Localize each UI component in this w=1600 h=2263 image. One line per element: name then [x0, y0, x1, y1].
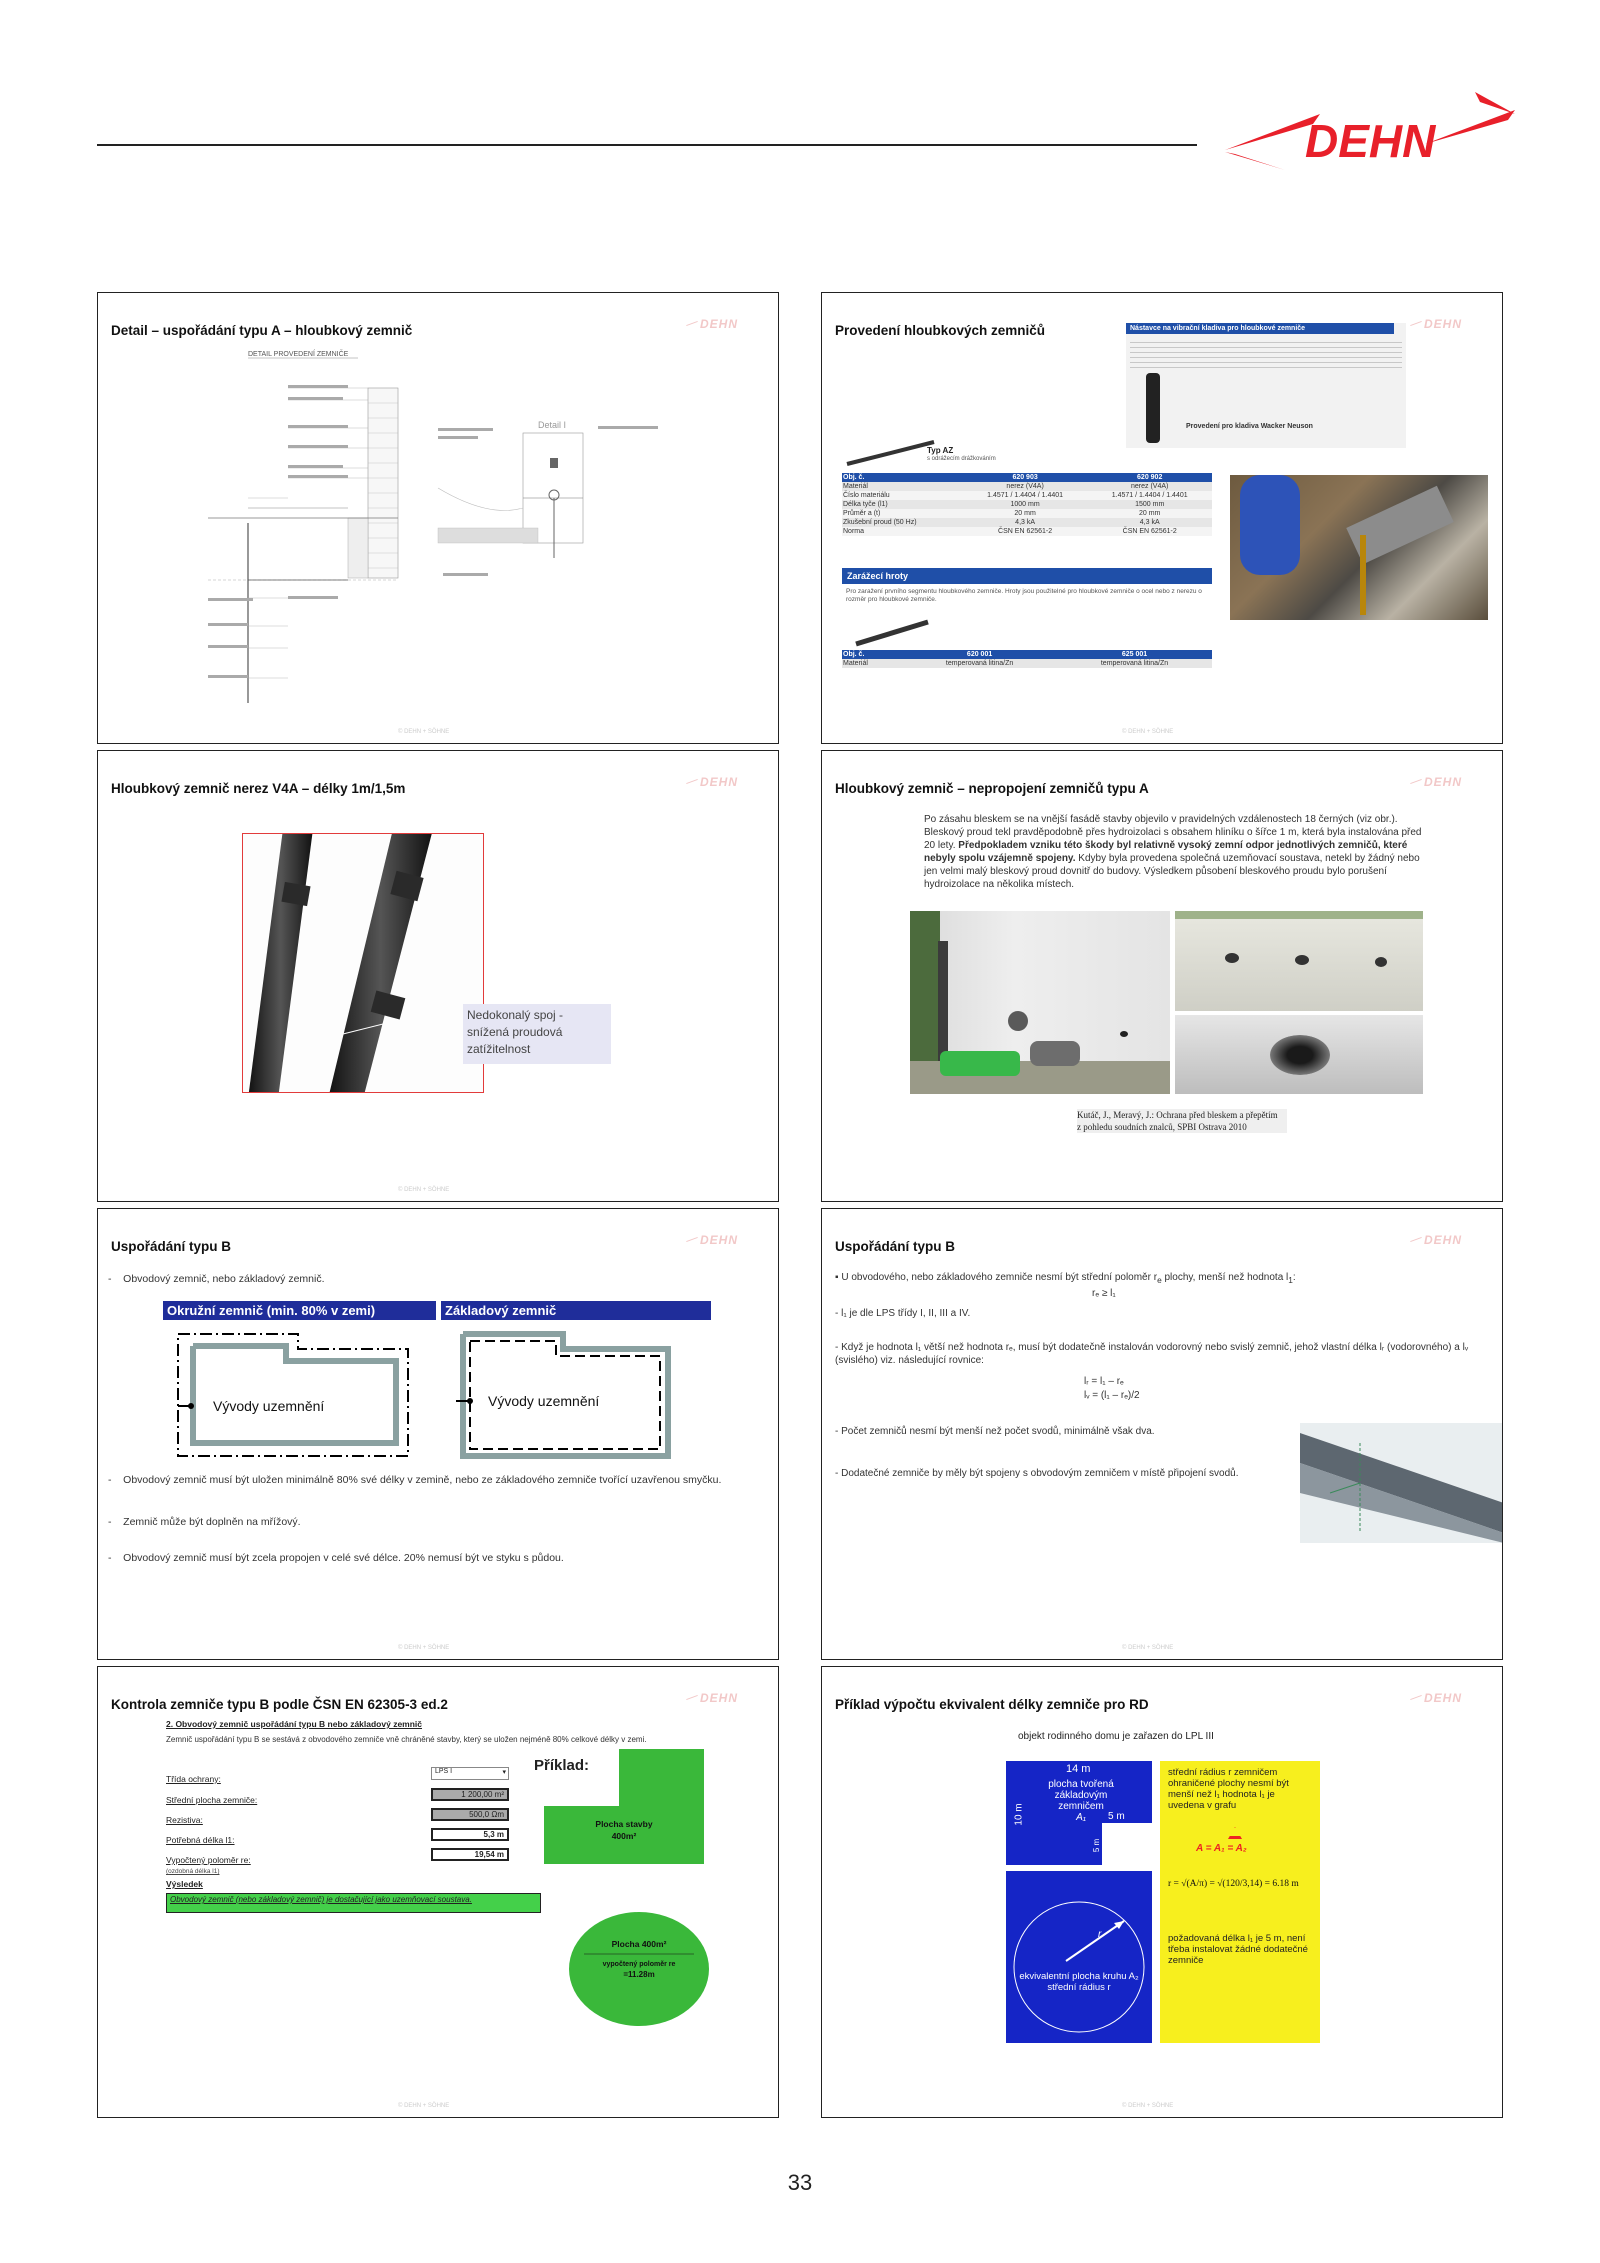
warning-icon — [1228, 1827, 1242, 1839]
result-label: Výsledek — [166, 1879, 203, 1889]
slide-title: Uspořádání typu B — [111, 1239, 232, 1254]
table-head-cell: Obj. č. — [843, 651, 865, 658]
table-head-cell: 620 001 — [966, 651, 993, 658]
vibration-box — [1126, 323, 1406, 448]
rod-pair-image — [243, 834, 483, 1092]
watermark-logo: DEHN — [1423, 317, 1462, 331]
table-head-cell: 620 902 — [1137, 474, 1163, 481]
dim-top: 14 m — [1066, 1763, 1091, 1775]
bullet-item: - Obvodový zemnič musí být zcela propojen v celé své délce. 20% nemusí být ve styku s půdou. — [108, 1552, 564, 1564]
slide-title: Hloubkový zemnič nerez V4A – délky 1m/1,5m — [111, 781, 406, 796]
table-cell: Zkušební proud (50 Hz) — [843, 519, 917, 526]
drawing-title: DETAIL PROVEDENÍ ZEMNIČE — [248, 351, 349, 358]
3d-foundation-illustration — [1300, 1423, 1503, 1543]
form-value-field[interactable]: 19,54 m — [431, 1848, 509, 1861]
circle-sub: vypočtený poloměr re — [602, 1961, 676, 1968]
radius-formula: r = √(A/π) = √(120/3,14) = 6.18 m — [1168, 1879, 1299, 1889]
table-cell: 1.4571 / 1.4404 / 1.4401 — [1111, 492, 1188, 499]
tips-text: Pro zaražení prvního segmentu hloubkového zemniče. Hroty jsou použitelné pro hloubkové zemniče o ocel nebo z nerezu o rozměr pro hloubkové zemniče. — [846, 588, 1202, 603]
form-value-field[interactable]: 1 200,00 m² — [431, 1788, 509, 1801]
dehn-logo — [1225, 92, 1515, 172]
table-cell: nerez (V4A) — [1006, 483, 1044, 490]
slide-typ-b-text — [821, 1208, 1503, 1660]
watermark-logo: DEHN — [699, 1691, 738, 1705]
lpl-header: objekt rodinného domu je zařazen do LPL III — [1018, 1731, 1214, 1742]
paragraph-bold: Předpokladem vzniku této škody byl relativně vysoký zemní odpor jednotlivých zemničů, které nebyly spolu vzájemně spojeny. — [924, 840, 1408, 864]
paragraph-part: Kdyby byla provedena společná uzemňovací soustava, netekl by žádný nebo jen velmi malý bleskový proud dovnitř do budovy. Výsledkem působení bleskového proudu bylo porušení hydroizolace na několika místech. — [924, 853, 1420, 890]
table-cell: Číslo materiálu — [843, 492, 890, 499]
paragraph-part: Po zásahu bleskem se na vnější fasádě stavby objevilo v pravidelných vzdálenostech 18 černých (viz obr.). Bleskový proud tekl pravděpodobně přes hydroizolaci s obsahem hliníku o šířce 1 m, která byla instalována před 20 lety. — [924, 814, 1422, 851]
watermark-logo: DEHN — [1423, 1233, 1462, 1247]
slide-typ-b-diagram — [97, 1208, 779, 1660]
class-select[interactable] — [431, 1767, 509, 1780]
form-row — [166, 1810, 504, 1828]
rule-line-4: - Počet zemničů nesmí být menší než počet svodů, minimálně však dva. — [835, 1426, 1155, 1437]
circle-diagram — [1006, 1871, 1152, 2043]
rule-line-3: - Když je hodnota l₁ větší než hodnota rₑ, musí být dodatečně instalován vodorovný nebo svislý zemnič, jehož vlastní délka lᵣ (vodorovného) a lᵥ (svislého) viz. následující rovnice: — [835, 1342, 1469, 1366]
rod-label: Typ AZ — [927, 446, 954, 455]
wall-holes-photo — [1175, 911, 1423, 1011]
area-symbol: A₁ — [1076, 1812, 1086, 1823]
dim-inner-vertical: 5 m — [1092, 1838, 1102, 1853]
form-label: Střední plocha zemniče: — [166, 1795, 258, 1805]
tip-image — [852, 618, 932, 648]
table-cell: 1500 mm — [1135, 501, 1165, 508]
facade-photo — [910, 911, 1170, 1094]
watermark-logo: DEHN — [699, 317, 738, 331]
table-cell: nerez (V4A) — [1131, 483, 1169, 490]
slide-nepropojeni — [821, 750, 1503, 1202]
rule-line-2: - l₁ je dle LPS třídy I, II, III a IV. — [835, 1308, 971, 1319]
table-cell: 1000 mm — [1010, 501, 1040, 508]
form-sub: (ozdobná délka l1) — [166, 1868, 220, 1875]
bullet-item: - Zemnič může být doplněn na mřížový. — [108, 1516, 301, 1528]
copyright: © DEHN + SÖHNE — [398, 1645, 450, 1651]
caption-line: z pohledu soudních znalců, SPBI Ostrava 2010 — [1077, 1122, 1247, 1132]
circle-value: =11.28m — [623, 1970, 655, 1979]
table-cell: 20 mm — [1014, 510, 1036, 517]
table-cell: Materiál — [843, 660, 868, 667]
outlet-label-ring: Vývody uzemnění — [213, 1398, 325, 1414]
installation-photo — [1230, 475, 1488, 620]
foundation-label: Základový zemnič — [441, 1301, 711, 1320]
copyright: © DEHN + SÖHNE — [1122, 729, 1174, 735]
form-label: Vypočtený poloměr re: — [166, 1855, 251, 1865]
slide-hloubkovy-nerez — [97, 750, 779, 1202]
example-label: Příklad: — [534, 1757, 590, 1774]
hammer-adapter-image — [1146, 373, 1160, 443]
rod-sub: s odrážecím drážkováním — [927, 456, 996, 462]
dim-inner: 5 m — [1108, 1811, 1125, 1822]
bullet-item: - Obvodový zemnič, nebo základový zemnič. — [108, 1273, 325, 1285]
form-heading: 2. Obvodový zemnič uspořádání typu B nebo základový zemnič — [166, 1719, 423, 1729]
yellow-text-1: střední rádius r zemničem ohraničené plochy nesmí být menší než l₁ hodnota l₁ je uvedena v grafu — [1168, 1767, 1289, 1811]
bullet-text: Obvodový zemnič, nebo základový zemnič. — [123, 1273, 325, 1285]
text: U obvodového, nebo základového zemniče nesmí být střední poloměr r — [841, 1272, 1158, 1283]
copyright: © DEHN + SÖHNE — [398, 1187, 450, 1193]
box-caption: Provedení pro kladiva Wacker Neuson — [1186, 423, 1313, 430]
table-cell: temperovaná litina/Zn — [945, 660, 1014, 667]
result-box: Obvodový zemnič (nebo základový zemnič) je dostačující jako uzemňovací soustava. — [166, 1893, 541, 1913]
equation: A = A₁ = A₂ — [1196, 1843, 1247, 1854]
form-value-field[interactable]: 500,0 Ωm — [431, 1808, 509, 1821]
form-row — [166, 1850, 504, 1875]
photo-caption — [1077, 1109, 1287, 1133]
table-cell: ČSN EN 62561-2 — [998, 528, 1053, 535]
slide-title: Hloubkový zemnič – nepropojení zemničů typu A — [835, 781, 1149, 796]
header-rule — [97, 144, 1197, 146]
table-cell: Materiál — [843, 483, 868, 490]
slide-provedeni — [821, 292, 1503, 744]
detail-label: Detail I — [538, 420, 567, 430]
table-cell: 1.4571 / 1.4404 / 1.4401 — [987, 492, 1064, 499]
page-number: 33 — [787, 2170, 813, 2195]
table-cell: 4,3 kA — [1139, 519, 1160, 526]
form-value-field[interactable]: 5,3 m — [431, 1828, 509, 1841]
bullet-text: Zemnič může být doplněn na mřížový. — [123, 1516, 301, 1528]
watermark-logo: DEHN — [1423, 775, 1462, 789]
subscript: 1 — [1288, 1275, 1293, 1285]
form-row — [166, 1790, 504, 1808]
notch — [1102, 1823, 1152, 1865]
circle-text: ekvivalentní plocha kruhu A₂ střední rádius r — [1019, 1971, 1139, 1993]
chevron-down-icon: ▾ — [502, 1769, 506, 1776]
damage-paragraph — [924, 813, 1424, 891]
formula-3: lᵥ = (l₁ – rₑ)/2 — [1084, 1390, 1140, 1401]
watermark-logo: DEHN — [1423, 1691, 1462, 1705]
select-value: LPS I — [435, 1768, 453, 1775]
form-label: Potřebná délka l1: — [166, 1835, 235, 1845]
rule-line-1: ▪ U obvodového, nebo základového zemniče nesmí být střední poloměr $r_e$ plochy, menší než hodnota $l_1$: — [835, 1272, 1296, 1285]
caption-line: Kutáč, J., Meravý, J.: Ochrana před bleskem a přepětím — [1077, 1110, 1278, 1120]
subscript: e — [1157, 1275, 1162, 1285]
bullet-text: Obvodový zemnič musí být zcela propojen v celé své délce. 20% nemusí být ve styku s půdou. — [123, 1552, 564, 1564]
radius-label: r — [1098, 1929, 1102, 1940]
formula-1: rₑ ≥ l₁ — [1092, 1288, 1116, 1299]
copyright: © DEHN + SÖHNE — [1122, 1645, 1174, 1651]
plan-area: 400m² — [611, 1831, 637, 1841]
spec-table — [842, 473, 1212, 536]
formula-2: lᵣ = l₁ – rₑ — [1084, 1376, 1124, 1387]
slide-title: Uspořádání typu B — [835, 1239, 956, 1254]
copyright: © DEHN + SÖHNE — [398, 2103, 450, 2109]
slide-title: Příklad výpočtu ekvivalent délky zemniče pro RD — [835, 1697, 1149, 1712]
text: plochy, menší než hodnota l — [1161, 1272, 1289, 1283]
rods-photo — [242, 833, 484, 1093]
copyright: © DEHN + SÖHNE — [398, 729, 450, 735]
blue-circle-area — [1006, 1871, 1152, 2043]
table-cell: temperovaná litina/Zn — [1100, 660, 1169, 667]
form-desc: Zemnič uspořádání typu B se sestává z obvodového zemniče vně chráněné stavby, který se uložen nejméně 80% celkové délky v zemi. — [166, 1735, 647, 1744]
area-label: plocha tvořená základovým zemničem — [1048, 1779, 1114, 1812]
blue-area — [1006, 1761, 1152, 1865]
watermark-logo: DEHN — [699, 775, 738, 789]
box-header: Nástavce na vibrační kladiva pro hloubkové zemniče — [1126, 323, 1394, 334]
example-plan — [544, 1749, 744, 2029]
yellow-panel — [1160, 1761, 1320, 2043]
yellow-text-2: požadovaná délka l₁ je 5 m, není třeba instalovat žádné dodatečné zemniče — [1168, 1933, 1308, 1966]
form-row — [166, 1830, 504, 1848]
form-row — [166, 1768, 506, 1787]
ring-label: Okružní zemnič (min. 80% v zemi) — [163, 1301, 436, 1320]
callout-text: Nedokonalý spoj - snížená proudová zatížitelnost — [467, 1008, 564, 1056]
table-cell: Norma — [843, 528, 865, 535]
table-cell: ČSN EN 62561-2 — [1122, 528, 1177, 535]
rule-line-5: - Dodatečné zemniče by měly být spojeny s obvodovým zemničem v místě připojení svodů. — [835, 1468, 1239, 1479]
electrode-diagram — [158, 1321, 718, 1471]
slide-kontrola — [97, 1666, 779, 2118]
plan-label: Plocha stavby — [595, 1819, 653, 1829]
bullet-text: Obvodový zemnič musí být uložen minimálně 80% své délky v zemině, nebo ze základového zemniče tvořící uzavřenou smyčku. — [123, 1474, 722, 1486]
copyright: © DEHN + SÖHNE — [1122, 2103, 1174, 2109]
circle-label: Plocha 400m² — [611, 1939, 667, 1949]
callout-box — [463, 1004, 611, 1064]
table-head-cell: Obj. č. — [843, 474, 865, 481]
slide-title: Detail – uspořádání typu A – hloubkový zemnič — [111, 323, 413, 338]
dim-side: 10 m — [1013, 1803, 1025, 1826]
tips-table — [842, 650, 1212, 668]
logo-text: DEHN — [1305, 115, 1436, 167]
table-cell: 20 mm — [1138, 510, 1161, 517]
form-label: Rezistiva: — [166, 1815, 203, 1825]
slide-detail-typ-a — [97, 292, 779, 744]
slide-priklad-rd — [821, 1666, 1503, 2118]
outlet-label-foundation: Vývody uzemnění — [488, 1393, 600, 1409]
bullet-item: - Obvodový zemnič musí být uložen minimálně 80% své délky v zemině, nebo ze základového zemniče tvořící uzavřenou smyčku. — [108, 1474, 722, 1486]
table-head-cell: 625 001 — [1121, 651, 1148, 658]
table-head-cell: 620 903 — [1012, 474, 1038, 481]
table-cell: 4,3 kA — [1015, 519, 1036, 526]
slide-title: Kontrola zemniče typu B podle ČSN EN 62305-3 ed.2 — [111, 1697, 448, 1712]
slide-title: Provedení hloubkových zemničů — [835, 323, 1046, 338]
watermark-logo: DEHN — [699, 1233, 738, 1247]
technical-drawing — [188, 348, 668, 728]
table-cell: Průměr a (t) — [843, 510, 881, 517]
hole-closeup-photo — [1175, 1015, 1423, 1094]
table-cell: Délka tyče (l1) — [843, 501, 888, 508]
box-text — [1130, 338, 1402, 368]
form-label: Třída ochrany: — [166, 1774, 221, 1784]
tips-header: Zarážecí hroty — [842, 568, 1212, 584]
